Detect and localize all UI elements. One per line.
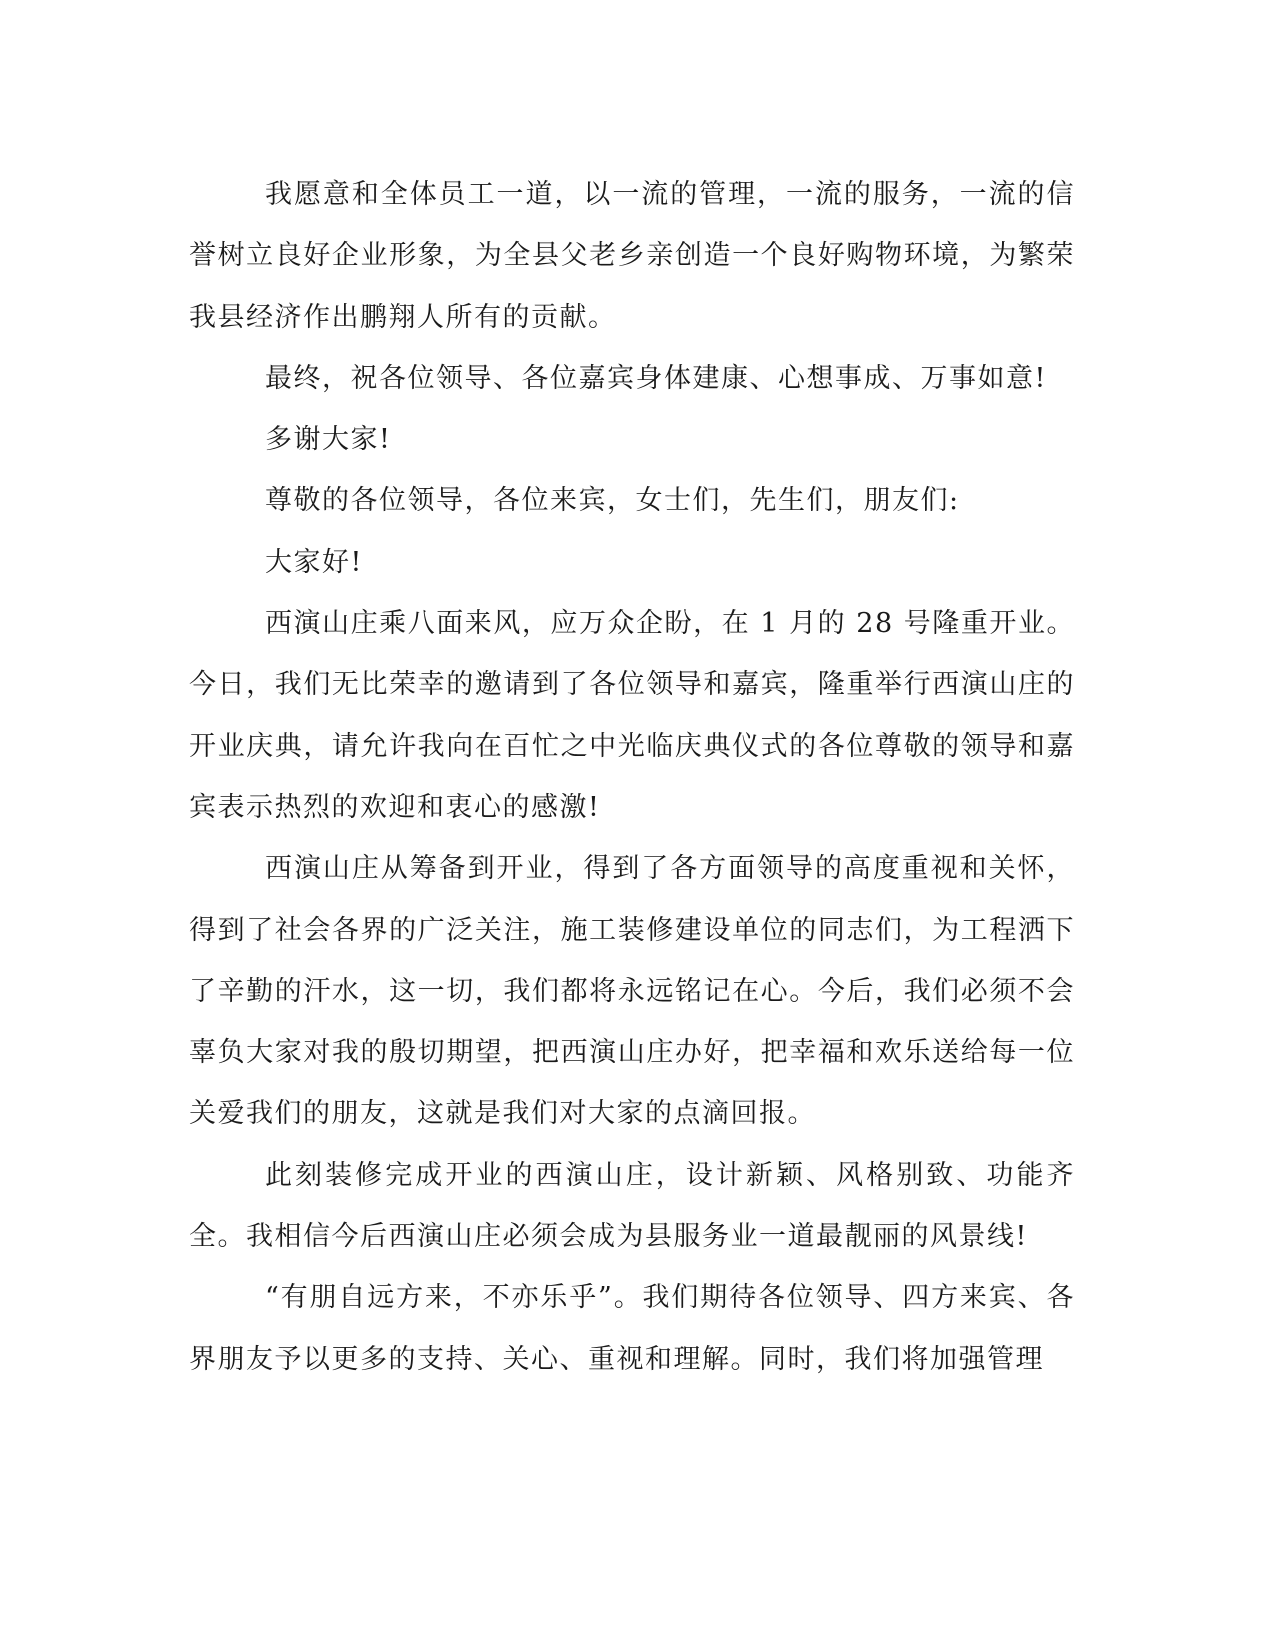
paragraph-thanks: 多谢大家! <box>265 424 392 456</box>
paragraph-commitment: 我愿意和全体员工一道，以一流的管理，一流的服务，一流的信誉树立良好企业形象，为全县父老乡亲创造一个良好购物环境，为繁荣我县经济作出鹏翔人所有的贡献。 <box>189 179 1075 333</box>
paragraph-description: 此刻装修完成开业的西演山庄，设计新颖、风格别致、功能齐全。我相信今后西演山庄必须会成为县服务业一道最靓丽的风景线! <box>189 1159 1075 1253</box>
document-body <box>189 164 1075 1390</box>
paragraph-wishes: 最终，祝各位领导、各位嘉宾身体建康、心想事成、万事如意! <box>265 362 1047 394</box>
paragraph-invitation: “有朋自远方来，不亦乐乎”。我们期待各位领导、四方来宾、各界朋友予以更多的支持、关心、重视和理解。同时，我们将加强管理 <box>189 1282 1075 1375</box>
paragraph-gratitude: 西演山庄从筹备到开业，得到了各方面领导的高度重视和关怀，得到了社会各界的广泛关注，施工装修建设单位的同志们，为工程洒下了辛勤的汗水，这一切，我们都将永远铭记在心。今后，我们必须不会辜负大家对我的殷切期望，把西演山庄办好，把幸福和欢乐送给每一位关爱我们的朋友，这就是我们对大家的点滴回报。 <box>189 853 1075 1130</box>
paragraph-opening-announcement: 西演山庄乘八面来风，应万众企盼，在 1 月的 28 号隆重开业。今日，我们无比荣幸的邀请到了各位领导和嘉宾，隆重举行西演山庄的开业庆典，请允许我向在百忙之中光临庆典仪式的各位尊敬的领导和嘉宾表示热烈的欢迎和衷心的感激! <box>189 608 1075 823</box>
paragraph-salutation: 尊敬的各位领导，各位来宾，女士们，先生们，朋友们: <box>265 485 960 517</box>
paragraph-greeting: 大家好! <box>265 546 363 578</box>
